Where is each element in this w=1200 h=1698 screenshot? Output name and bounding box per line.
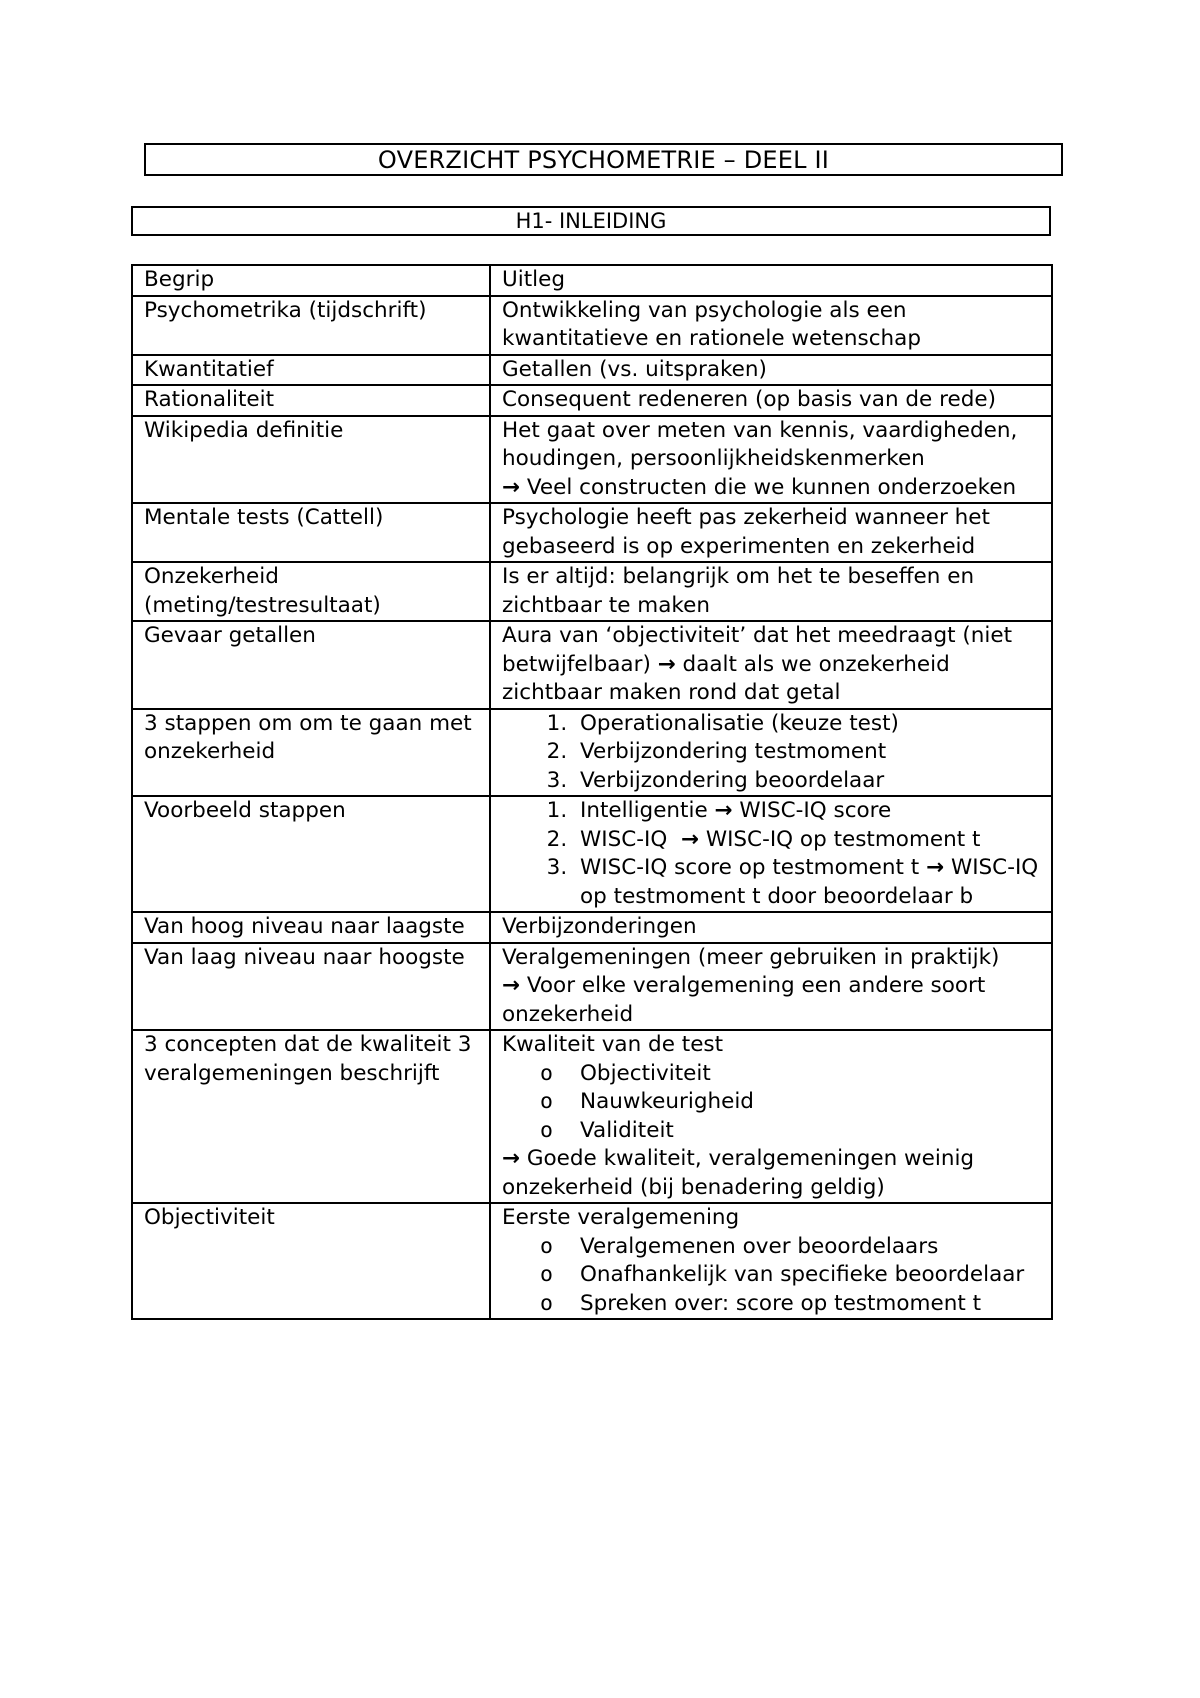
list-item: 1. Operationalisatie (keuze test) — [574, 710, 1041, 739]
explanation-text-continued: daalt als we onzekerheid zichtbaar maken rond dat getal — [502, 651, 950, 705]
table-row — [132, 709, 1052, 797]
arrow-right-icon: → — [714, 798, 733, 823]
term-cell: 3 concepten dat de kwaliteit 3 veralgemeningen beschrijft — [132, 1030, 490, 1203]
section-heading: H1- INLEIDING — [131, 206, 1051, 236]
term-cell: Objectiviteit — [132, 1203, 490, 1319]
arrow-line — [502, 972, 1041, 1029]
bullet-list — [502, 1233, 1041, 1319]
table-row — [132, 1203, 1052, 1319]
document-title: OVERZICHT PSYCHOMETRIE – DEEL II — [144, 143, 1063, 176]
arrow-right-icon: → — [926, 855, 945, 880]
step-from: WISC-IQ — [580, 826, 668, 852]
table-row — [132, 621, 1052, 709]
term-cell: Psychometrika (tijdschrift) — [132, 296, 490, 355]
explanation-text: Het gaat over meten van kennis, vaardigheden, houdingen, persoonlijkheidskenmerken — [502, 417, 1018, 471]
arrow-text: Voor elke veralgemening een andere soort onzekerheid — [502, 973, 986, 1027]
explanation-text: Aura van ‘objectiviteit’ dat het meedraagt (niet betwijfelbaar) — [502, 623, 1013, 677]
bullet-list — [502, 1060, 1041, 1146]
numbered-list — [502, 710, 1041, 796]
explanation-text: Kwaliteit van de test — [502, 1032, 724, 1057]
table-row — [132, 296, 1052, 355]
explanation-cell: Consequent redeneren (op basis van de rede) — [490, 385, 1052, 416]
explanation-cell — [490, 709, 1052, 797]
list-item — [574, 854, 1041, 911]
explanation-cell — [490, 416, 1052, 504]
list-item: o Nauwkeurigheid — [574, 1088, 1041, 1117]
arrow-right-icon: → — [502, 973, 521, 998]
table-row — [132, 385, 1052, 416]
explanation-cell: Getallen (vs. uitspraken) — [490, 355, 1052, 386]
term-cell: Wikipedia definitie — [132, 416, 490, 504]
table-row — [132, 503, 1052, 562]
step-to: WISC-IQ score — [739, 798, 892, 823]
term-cell: Van hoog niveau naar laagste — [132, 912, 490, 943]
list-item — [574, 826, 1041, 855]
table-row — [132, 355, 1052, 386]
list-item: 2. Verbijzondering testmoment — [574, 738, 1041, 767]
term-cell: 3 stappen om om te gaan met onzekerheid — [132, 709, 490, 797]
arrow-right-icon: → — [657, 651, 676, 677]
table-row — [132, 912, 1052, 943]
explanation-cell: Is er altijd: belangrijk om het te beseffen en zichtbaar te maken — [490, 562, 1052, 621]
term-cell: Rationaliteit — [132, 385, 490, 416]
explanation-text: Eerste veralgemening — [502, 1205, 740, 1230]
arrow-line — [502, 1145, 1041, 1202]
explanation-cell — [490, 1203, 1052, 1319]
list-item: o Spreken over: score op testmoment t — [574, 1290, 1041, 1319]
list-item: 3. Verbijzondering beoordelaar — [574, 767, 1041, 796]
step-from: Intelligentie — [580, 798, 708, 823]
term-cell: Gevaar getallen — [132, 621, 490, 709]
header-term: Begrip — [132, 265, 490, 296]
arrow-line — [502, 474, 1041, 503]
arrow-right-icon: → — [502, 1146, 521, 1171]
list-item: o Validiteit — [574, 1117, 1041, 1146]
explanation-text: Veralgemeningen (meer gebruiken in praktijk) — [502, 944, 1000, 970]
step-to: WISC-IQ op testmoment t door beoordelaar b — [580, 855, 1039, 909]
explanation-cell — [490, 621, 1052, 709]
arrow-right-icon: → — [680, 826, 699, 852]
table-row — [132, 943, 1052, 1031]
explanation-cell — [490, 796, 1052, 912]
table-row — [132, 416, 1052, 504]
arrow-text: Goede kwaliteit, veralgemeningen weinig onzekerheid (bij benadering geldig) — [502, 1146, 975, 1200]
table-header-row — [132, 265, 1052, 296]
step-from: WISC-IQ score op testmoment t — [580, 855, 920, 880]
list-item: o Objectiviteit — [574, 1060, 1041, 1089]
terms-table — [131, 264, 1053, 1320]
explanation-cell — [490, 943, 1052, 1031]
table-row — [132, 796, 1052, 912]
numbered-list — [502, 797, 1041, 911]
explanation-cell: Ontwikkeling van psychologie als een kwantitatieve en rationele wetenschap — [490, 296, 1052, 355]
table-row — [132, 562, 1052, 621]
explanation-cell: Verbijzonderingen — [490, 912, 1052, 943]
term-cell: Voorbeeld stappen — [132, 796, 490, 912]
explanation-cell: Psychologie heeft pas zekerheid wanneer het gebaseerd is op experimenten en zekerheid — [490, 503, 1052, 562]
list-item — [574, 797, 1041, 826]
term-cell: Mentale tests (Cattell) — [132, 503, 490, 562]
term-cell: Van laag niveau naar hoogste — [132, 943, 490, 1031]
explanation-cell — [490, 1030, 1052, 1203]
table-row — [132, 1030, 1052, 1203]
step-to: WISC-IQ op testmoment t — [705, 826, 981, 852]
list-item: o Onafhankelijk van specifieke beoordelaar — [574, 1261, 1041, 1290]
term-cell: Kwantitatief — [132, 355, 490, 386]
list-item: o Veralgemenen over beoordelaars — [574, 1233, 1041, 1262]
header-explanation: Uitleg — [490, 265, 1052, 296]
arrow-text: Veel constructen die we kunnen onderzoeken — [526, 474, 1017, 500]
term-cell: Onzekerheid (meting/testresultaat) — [132, 562, 490, 621]
arrow-right-icon: → — [502, 474, 521, 500]
